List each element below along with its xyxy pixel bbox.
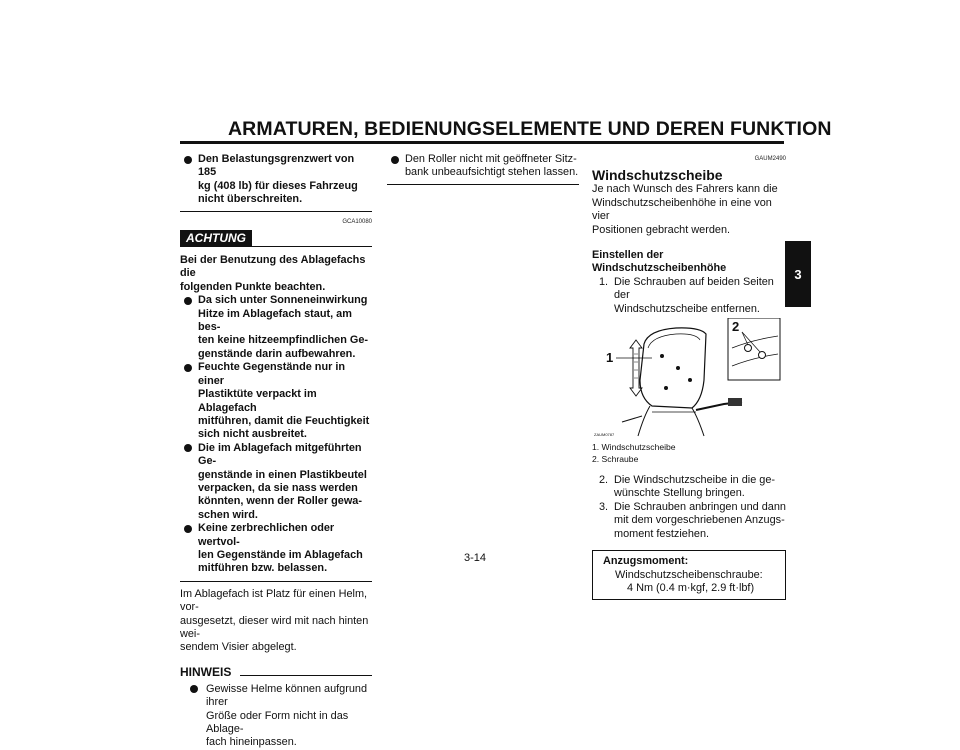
text-line: verpacken, da sie nass werden xyxy=(198,481,358,494)
callout-2: 2 xyxy=(732,319,740,335)
text-line: mit dem vorgeschriebenen Anzugs- xyxy=(614,514,785,527)
note-bullet xyxy=(180,683,372,750)
bullet-dot-icon xyxy=(184,364,192,372)
bullet-dot-icon xyxy=(184,444,192,452)
text-line: Die Schrauben anbringen und dann xyxy=(614,500,786,513)
text-line: genstände darin aufbewahren. xyxy=(198,347,356,360)
caution-bullet-moisture xyxy=(180,361,372,441)
header-rule xyxy=(180,141,784,144)
text-line: Je nach Wunsch des Fahrers kann die xyxy=(592,183,778,196)
text-line: Plastiktüte verpackt im Ablagefach xyxy=(198,388,317,414)
text-line: Im Ablagefach ist Platz für einen Helm, vor- xyxy=(180,587,368,614)
caution-bullet-valuables xyxy=(180,522,372,576)
caution-header-line xyxy=(250,246,372,247)
torque-title: Anzugsmoment: xyxy=(603,555,689,568)
text-line: mitführen bzw. belassen. xyxy=(198,562,328,575)
subheading: Einstellen der Windschutzscheibenhöhe xyxy=(592,249,727,275)
text-line: ausgesetzt, dieser wird mit nach hinten wei- xyxy=(180,614,369,640)
bullet-dot-icon xyxy=(184,297,192,305)
section-code: GAUM2490 xyxy=(754,156,786,162)
caution-bullet-heat xyxy=(180,294,372,361)
step-number: 2. xyxy=(599,474,609,487)
text-line: folgenden Punkte beachten. xyxy=(180,280,326,293)
figure-captions xyxy=(592,442,786,465)
step-2 xyxy=(592,474,786,501)
bullet-dot-icon xyxy=(184,156,192,164)
page-header-title: ARMATUREN, BEDIENUNGSELEMENTE UND DEREN FUNKTION xyxy=(228,118,832,140)
text-line: sich nicht ausbreitet. xyxy=(198,428,307,441)
note-header xyxy=(180,665,372,681)
step-1 xyxy=(592,276,786,316)
right-column xyxy=(592,153,786,600)
text-line: mitführen, damit die Feuchtigkeit xyxy=(198,414,370,427)
text-line: Windschutzscheibenhöhe in eine von vier xyxy=(592,196,772,223)
page-number: 3-14 xyxy=(464,552,487,564)
text-line: Größe oder Form nicht in das Ablage- xyxy=(206,709,349,736)
text-line: könnten, wenn der Roller gewa- xyxy=(198,495,362,508)
helmet-paragraph xyxy=(180,588,372,655)
middle-column xyxy=(387,153,579,185)
note-header-line xyxy=(240,675,372,676)
text-line: ten keine hitzeempfindlichen Ge- xyxy=(198,334,369,347)
step-3 xyxy=(592,501,786,541)
text-line: Den Roller nicht mit geöffneter Sitz- xyxy=(405,153,577,165)
caution-label: ACHTUNG xyxy=(180,230,252,247)
windshield-illustration xyxy=(592,318,786,440)
windshield-figure xyxy=(592,318,786,440)
section-intro xyxy=(592,183,786,237)
text-line: schen wird. xyxy=(198,508,258,521)
divider xyxy=(180,581,372,582)
caption-line: 2. Schraube xyxy=(592,453,639,464)
load-limit-bullet xyxy=(180,153,372,207)
text-line: kg (408 lb) für dieses Fahrzeug xyxy=(198,179,358,192)
divider xyxy=(387,184,579,185)
text-line: Feuchte Gegenstände nur in einer xyxy=(198,361,346,387)
text-line: Hitze im Ablagefach staut, am bes- xyxy=(198,307,352,334)
divider xyxy=(180,211,372,212)
torque-value: 4 Nm (0.4 m·kgf, 2.9 ft·lbf) xyxy=(627,581,755,594)
note-label: HINWEIS xyxy=(180,665,235,679)
callout-1: 1 xyxy=(606,350,614,366)
caption-line: 1. Windschutzscheibe xyxy=(592,442,676,453)
step-number: 1. xyxy=(599,275,609,288)
text-line: bank unbeaufsichtigt stehen lassen. xyxy=(405,166,579,179)
torque-item: Windschutzscheibenschraube: xyxy=(615,568,763,581)
left-column xyxy=(180,153,372,750)
bullet-dot-icon xyxy=(190,685,198,693)
caution-bullet-washing xyxy=(180,442,372,522)
figure-code: ZAUM0787 xyxy=(594,432,615,438)
text-line: Bei der Benutzung des Ablagefachs die xyxy=(180,254,366,280)
caution-code: GCA10080 xyxy=(342,218,372,225)
text-line: Die Schrauben auf beiden Seiten der xyxy=(614,275,774,302)
text-line: fach hineinpassen. xyxy=(206,736,297,749)
text-line: Die Windschutzscheibe in die ge- xyxy=(614,474,776,487)
bullet-dot-icon xyxy=(391,156,399,164)
step-number: 3. xyxy=(599,500,609,513)
caution-header xyxy=(180,230,372,250)
text-line: Keine zerbrechlichen oder wertvol- xyxy=(198,522,335,548)
bullet-dot-icon xyxy=(184,525,192,533)
text-line: Die im Ablagefach mitgeführten Ge- xyxy=(198,441,362,468)
text-line: Gewisse Helme können aufgrund ihrer xyxy=(206,682,368,709)
text-line: sendem Visier abgelegt. xyxy=(180,641,297,654)
section-title: Windschutzscheibe xyxy=(592,167,723,184)
text-line: len Gegenstände im Ablagefach xyxy=(198,548,363,561)
seat-warning-bullet xyxy=(387,153,579,180)
text-line: Den Belastungsgrenzwert von 185 xyxy=(198,153,355,179)
caution-intro xyxy=(180,254,372,294)
text-line: Positionen gebracht werden. xyxy=(592,223,731,236)
text-line: moment festziehen. xyxy=(614,527,710,540)
text-line: Da sich unter Sonneneinwirkung xyxy=(198,294,368,307)
text-line: genstände in einen Plastikbeutel xyxy=(198,468,367,481)
text-line: wünschte Stellung bringen. xyxy=(614,487,745,500)
torque-spec-box xyxy=(592,550,786,600)
chapter-tab: 3 xyxy=(785,241,811,307)
text-line: Windschutzscheibe entfernen. xyxy=(614,302,760,315)
text-line: nicht überschreiten. xyxy=(198,193,303,206)
